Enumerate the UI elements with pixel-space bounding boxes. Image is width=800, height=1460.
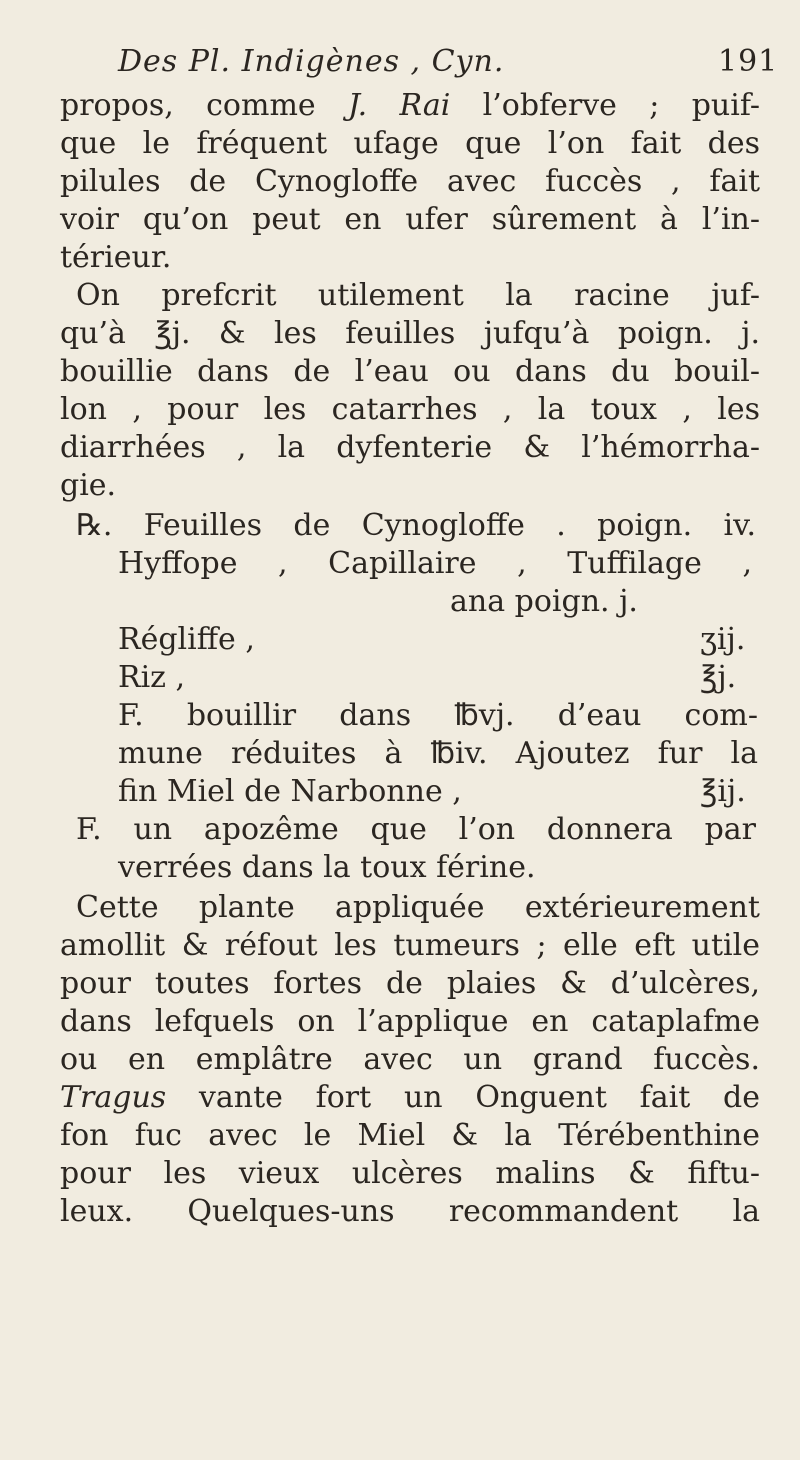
recipe-dose: ʒij. bbox=[700, 622, 746, 657]
recipe-line: fin Miel de Narbonne , ℥ij. bbox=[118, 774, 746, 809]
text-line: pour toutes fortes de plaies & d’ulcères, bbox=[60, 966, 760, 1001]
text-line: Tragus vante fort un Onguent fait de bbox=[60, 1080, 760, 1115]
text-line: voir qu’on peut en ufer sûrement à l’in- bbox=[60, 202, 760, 237]
running-title: Des Pl. Indigènes , Cyn. bbox=[118, 44, 505, 79]
page-number: 191 bbox=[718, 44, 779, 79]
recipe-line: Hyffope , Capillaire , Tuffilage , bbox=[118, 546, 752, 581]
recipe-line: verrées dans la toux férine. bbox=[118, 850, 536, 885]
text-line: dans lefquels on l’applique en cataplafme bbox=[60, 1004, 760, 1039]
recipe-line: mune réduites à ℔iv. Ajoutez fur la bbox=[118, 736, 758, 771]
recipe-line: Riz , ℥j. bbox=[118, 660, 737, 695]
text-line: Cette plante appliquée extérieurement bbox=[76, 890, 760, 925]
text-line: bouillie dans de l’eau ou dans du bouil- bbox=[60, 354, 760, 389]
recipe-line: ana poign. j. bbox=[450, 584, 638, 619]
text-line: qu’à ℥j. & les feuilles jufqu’à poign. j. bbox=[60, 316, 760, 351]
text-line: lon , pour les catarrhes , la toux , les bbox=[60, 392, 760, 427]
recipe-dose: ℥ij. bbox=[700, 774, 746, 809]
recipe-line: ℞. Feuilles de Cynogloffe . poign. iv. bbox=[76, 508, 756, 543]
text-line: térieur. bbox=[60, 240, 172, 275]
text-line: gie. bbox=[60, 468, 117, 503]
recipe-line: Régliffe , ʒij. bbox=[118, 622, 746, 657]
text-line: propos, comme J. Rai l’obferve ; puif- bbox=[60, 88, 760, 123]
running-header bbox=[118, 44, 778, 79]
text-line: fon fuc avec le Miel & la Térébenthine bbox=[60, 1118, 760, 1153]
recipe-line: F. bouillir dans ℔vj. d’eau com- bbox=[118, 698, 758, 733]
text-line: leux. Quelques-uns recommandent la bbox=[60, 1194, 760, 1229]
text-line: amollit & réfout les tumeurs ; elle eft utile bbox=[60, 928, 760, 963]
recipe-line: F. un apozême que l’on donnera par bbox=[76, 812, 756, 847]
text-line: pour les vieux ulcères malins & fiftu- bbox=[60, 1156, 760, 1191]
text-line: On prefcrit utilement la racine juf- bbox=[76, 278, 760, 313]
text-line: pilules de Cynogloffe avec fuccès , fait bbox=[60, 164, 760, 199]
text-line: diarrhées , la dyfenterie & l’hémorrha- bbox=[60, 430, 760, 465]
text-line: que le fréquent ufage que l’on fait des bbox=[60, 126, 760, 161]
recipe-dose: ℥j. bbox=[700, 660, 737, 695]
text-line: ou en emplâtre avec un grand fuccès. bbox=[60, 1042, 760, 1077]
